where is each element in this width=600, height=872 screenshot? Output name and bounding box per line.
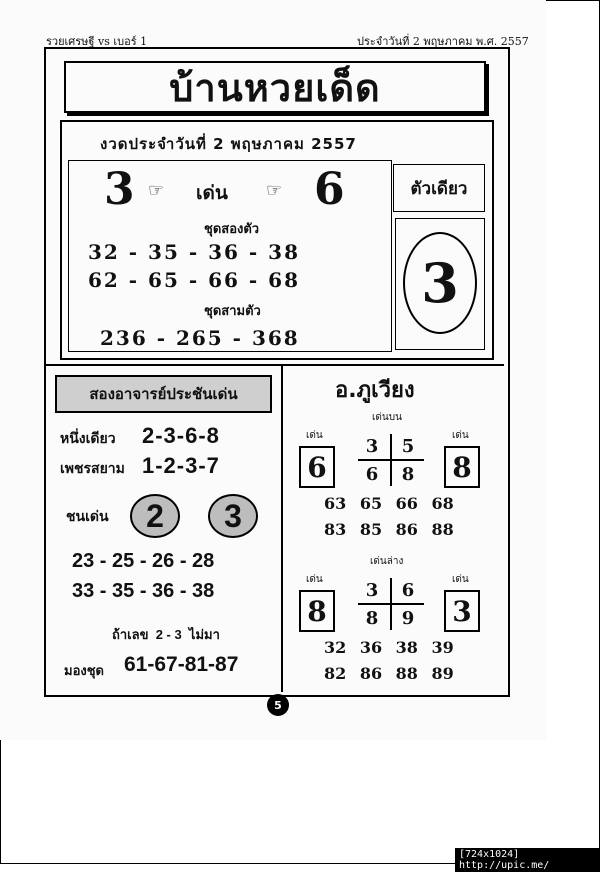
lower-cross-bl: 8 xyxy=(365,608,379,629)
header-left: รวยเศรษฐี vs เบอร์ 1 xyxy=(46,35,148,48)
row1-value: 2-3-6-8 xyxy=(142,423,220,448)
upper-row-2: 83 85 86 88 xyxy=(324,520,454,539)
upper-featured-label: เด่นบน xyxy=(372,412,402,423)
featured-label: เด่น xyxy=(196,182,228,204)
lower-cross-vertical xyxy=(390,578,392,630)
draw-date-line: งวดประจำวันที่ 2 พฤษภาคม 2557 xyxy=(100,135,357,153)
upper-cross-tl: 3 xyxy=(365,436,379,457)
two-digit-set-label: ชุดสองตัว xyxy=(204,222,260,237)
lower-cross-br: 9 xyxy=(401,608,415,629)
featured-right-digit: 6 xyxy=(314,164,345,215)
page-title: บ้านหวยเด็ด xyxy=(64,61,486,113)
three-digit-row: 236 - 265 - 368 xyxy=(100,326,300,350)
section-divider-horizontal xyxy=(46,364,504,366)
upper-cross-br: 8 xyxy=(401,464,415,485)
numbers-line-2: 33 - 35 - 36 - 38 xyxy=(72,580,215,602)
featured-pair-label: ชนเด่น xyxy=(66,508,109,524)
lower-left-digit-box: 8 xyxy=(299,590,335,632)
upper-cross-tr: 5 xyxy=(401,436,415,457)
look-set-value: 61-67-81-87 xyxy=(124,653,239,676)
upper-left-digit-box: 6 xyxy=(299,446,335,488)
guru-name: อ.ภูเวียง xyxy=(335,378,415,403)
upper-right-tag: เด่น xyxy=(452,430,469,441)
look-set-label: มองชุด xyxy=(64,663,104,678)
row1-label: หนึ่งเดียว xyxy=(60,430,116,446)
lower-cross-tr: 6 xyxy=(401,580,415,601)
row2-label: เพชรสยาม xyxy=(60,460,125,476)
two-digit-row-1: 32 - 35 - 36 - 38 xyxy=(88,240,301,264)
conditional-note: ถ้าเลข 2 - 3 ไม่มา xyxy=(112,627,220,642)
featured-circle-2: 3 xyxy=(208,494,258,538)
upper-cross-bl: 6 xyxy=(365,464,379,485)
featured-left-digit: 3 xyxy=(104,164,135,215)
page-number: 5 xyxy=(267,694,289,716)
watermark: [724x1024] http://upic.me/ xyxy=(455,848,600,872)
upper-left-tag: เด่น xyxy=(306,430,323,441)
row2-value: 1-2-3-7 xyxy=(142,453,220,478)
pointing-right-hand-icon-2: ☞ xyxy=(266,180,283,201)
lower-right-digit-box: 3 xyxy=(444,590,480,632)
section-divider-vertical xyxy=(281,366,283,692)
lower-row-2: 82 86 88 89 xyxy=(324,664,454,683)
lower-featured-label: เด่นล่าง xyxy=(370,556,404,567)
upper-row-1: 63 65 66 68 xyxy=(324,494,454,513)
left-panel-title: สองอาจารย์ประชันเด่น xyxy=(55,375,272,413)
single-digit-label: ตัวเดียว xyxy=(393,164,485,212)
upper-right-digit-box: 8 xyxy=(444,446,480,488)
upper-cross-vertical xyxy=(390,434,392,486)
pointing-right-hand-icon: ☞ xyxy=(148,180,165,201)
lower-right-tag: เด่น xyxy=(452,574,469,585)
featured-circle-1: 2 xyxy=(130,494,180,538)
lower-left-tag: เด่น xyxy=(306,574,323,585)
three-digit-set-label: ชุดสามตัว xyxy=(204,304,261,319)
header-right: ประจำวันที่ 2 พฤษภาคม พ.ศ. 2557 xyxy=(357,35,529,48)
numbers-line-1: 23 - 25 - 26 - 28 xyxy=(72,550,215,572)
single-digit-value: 3 xyxy=(403,232,477,334)
lower-cross-tl: 3 xyxy=(365,580,379,601)
two-digit-row-2: 62 - 65 - 66 - 68 xyxy=(88,268,301,292)
lower-row-1: 32 36 38 39 xyxy=(324,638,454,657)
